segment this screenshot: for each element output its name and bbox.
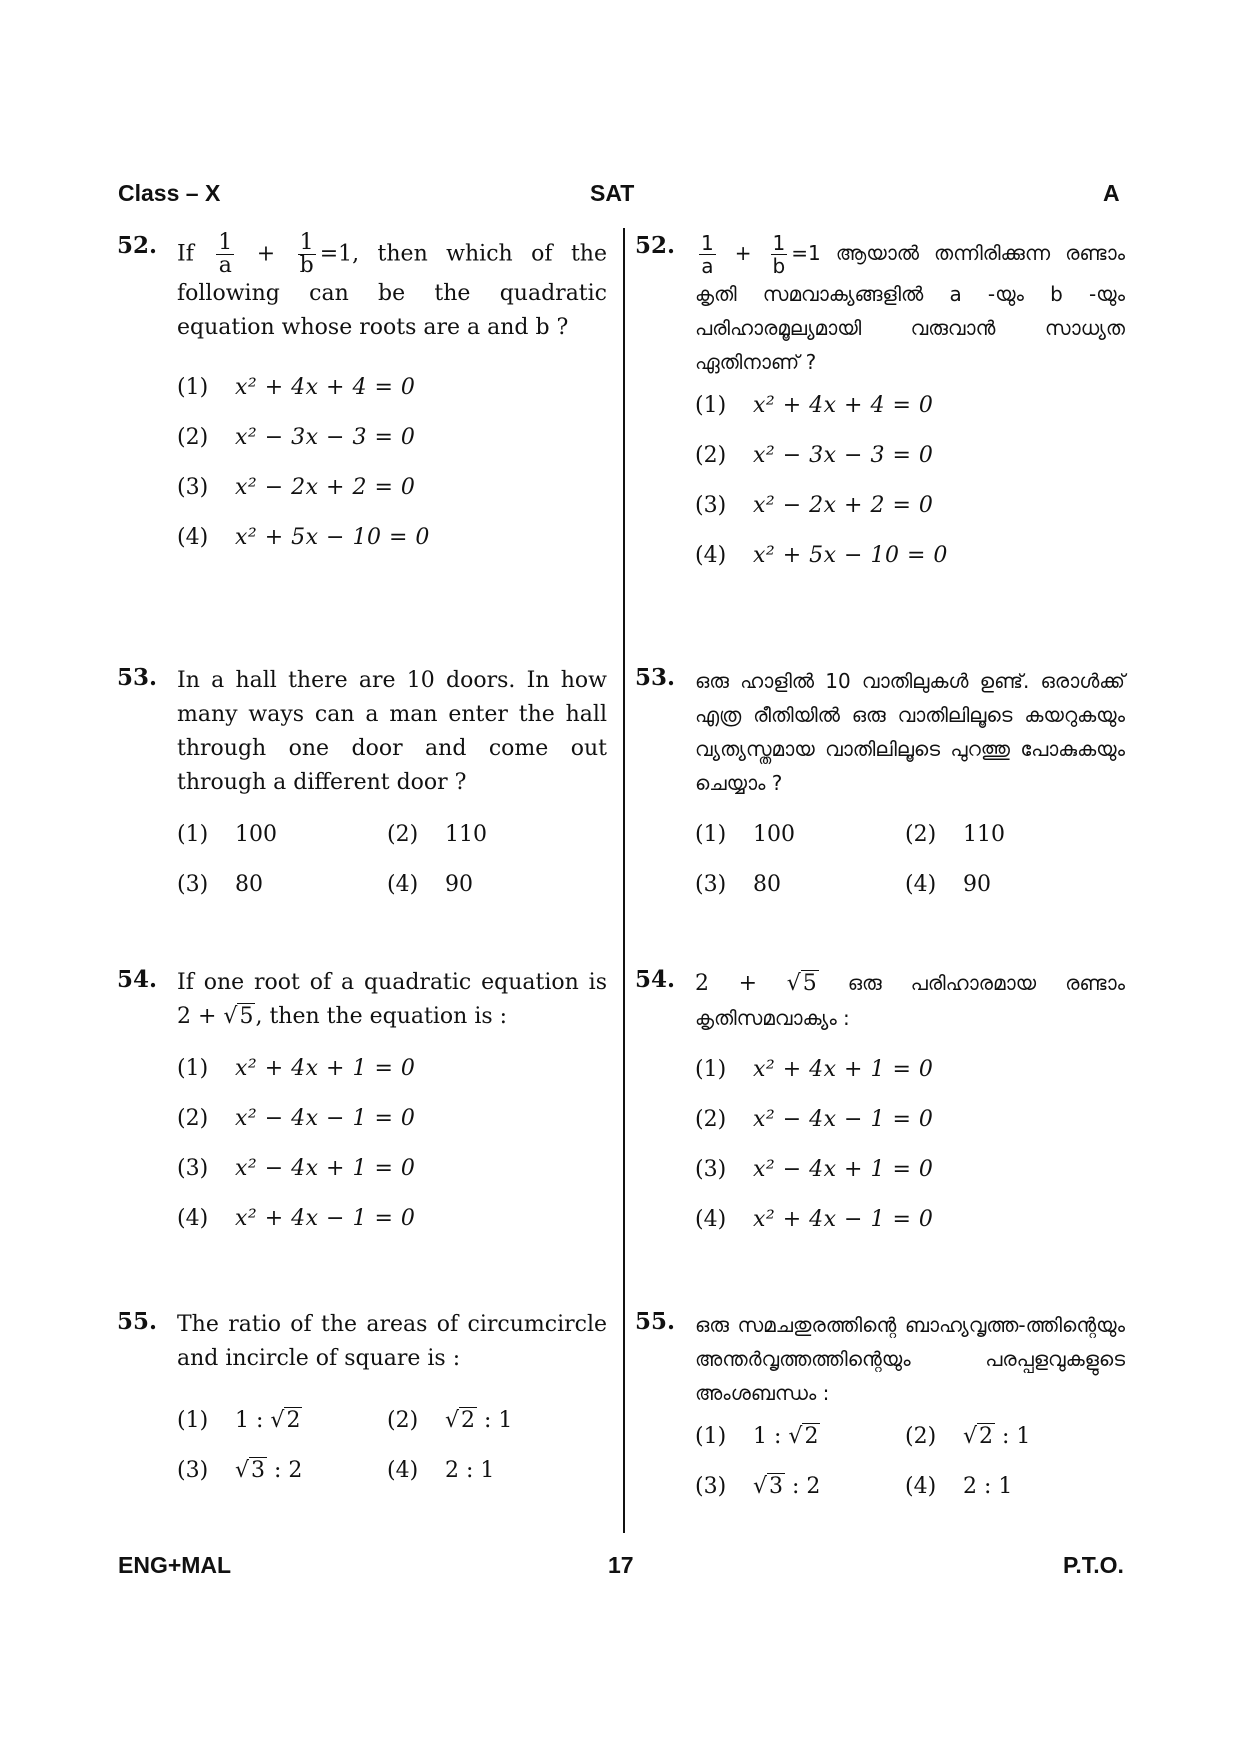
option-value: √3 : 2 (753, 1474, 821, 1499)
option-value: x² + 4x + 4 = 0 (753, 393, 934, 418)
option-value: x² + 5x − 10 = 0 (753, 543, 948, 568)
fraction-1-over-a: $\frac{1}{a}$ (701, 231, 714, 278)
question-text: $\frac{1}{a}$ + $\frac{1}{b}$ =1 ആയാൽ തന്നിരിക്കുന്ന രണ്ടാം കൃതി സമവാക്യങ്ങളിൽ a -യും b -യും പരിഹാരമൂല്യമായി വരുവാൻ സാധ്യത ഏതിനാണ് ? (695, 231, 1126, 374)
option-value: x² − 3x − 3 = 0 (753, 443, 934, 468)
option-4 (177, 1206, 607, 1256)
page-number: 17 (608, 1552, 634, 1578)
options-list (695, 393, 1125, 593)
option-value: 80 (753, 872, 781, 897)
option-2 (695, 1107, 1125, 1157)
option-value: 110 (445, 822, 487, 847)
options-list (695, 1057, 1125, 1257)
option-number: (4) (695, 543, 727, 568)
fraction-1-over-a: $\frac{1}{a}$ (218, 230, 233, 278)
options-grid (695, 822, 1125, 922)
option-number: (4) (387, 1458, 419, 1483)
option-number: (4) (695, 1207, 727, 1232)
option-value: 2 : 1 (445, 1458, 495, 1483)
option-value: x² − 2x + 2 = 0 (753, 493, 934, 518)
options-grid (695, 1424, 1125, 1524)
header-sat: SAT (590, 180, 635, 206)
option-value: 2 : 1 (963, 1474, 1013, 1499)
sqrt-expression: √3 (235, 1458, 266, 1483)
option-number: (1) (177, 822, 209, 847)
option-value: x² − 4x − 1 = 0 (753, 1107, 934, 1132)
question-text: ഒരു ഹാളിൽ 10 വാതിലുകൾ ഉണ്ട്. ഒരാൾക്ക് എത്ര രീതിയിൽ ഒരു വാതിലിലൂടെ കയറുകയും വ്യത്യസ്തമായ വാതിലിലൂടെ പുറത്തു പോകുകയും ചെയ്യാം ? (695, 669, 1125, 795)
question-text: If one root of a quadratic equation is 2 + √5, then the equation is : (177, 970, 607, 1029)
option-row (177, 872, 607, 922)
option-value: √3 : 2 (235, 1458, 303, 1483)
option-value: x² − 2x + 2 = 0 (235, 475, 416, 500)
question-52-en (117, 230, 608, 575)
option-value: x² − 3x − 3 = 0 (235, 425, 416, 450)
option-2 (695, 443, 1125, 493)
option-number: (2) (695, 1107, 727, 1132)
question-55-en (117, 1308, 607, 1508)
option-3 (177, 475, 607, 525)
option-value: 100 (753, 822, 795, 847)
option-number: (1) (177, 1056, 209, 1081)
option-number: (3) (695, 493, 727, 518)
sqrt-expression: √2 (270, 1408, 301, 1433)
option-number: (2) (905, 1424, 937, 1449)
option-value: x² + 4x − 1 = 0 (235, 1206, 416, 1231)
question-number: 54. (117, 966, 158, 993)
options-grid (177, 1408, 607, 1508)
option-value: x² + 4x + 4 = 0 (235, 375, 416, 400)
option-value: √2 : 1 (445, 1408, 513, 1433)
question-number: 55. (635, 1308, 676, 1335)
option-number: (2) (905, 822, 937, 847)
option-number: (1) (695, 822, 727, 847)
option-number: (2) (387, 1408, 419, 1433)
option-row (695, 1424, 1125, 1474)
option-number: (1) (695, 1424, 727, 1449)
option-number: (4) (387, 872, 419, 897)
option-1 (695, 393, 1125, 443)
option-number: (2) (387, 822, 419, 847)
option-2 (177, 425, 607, 475)
option-3 (177, 1156, 607, 1206)
option-3 (695, 1157, 1125, 1207)
options-list (177, 375, 607, 575)
option-value: 110 (963, 822, 1005, 847)
option-4 (177, 525, 607, 575)
option-row (177, 1458, 607, 1508)
option-2 (177, 1106, 607, 1156)
option-value: 90 (963, 872, 991, 897)
option-number: (3) (695, 1157, 727, 1182)
column-divider (623, 228, 625, 1533)
option-number: (1) (177, 1408, 209, 1433)
option-value: 80 (235, 872, 263, 897)
option-4 (695, 1207, 1125, 1257)
option-number: (2) (695, 443, 727, 468)
option-value: 1 : √2 (235, 1408, 301, 1433)
fraction-1-over-b: $\frac{1}{b}$ (299, 230, 314, 278)
option-value: x² + 4x − 1 = 0 (753, 1207, 934, 1232)
option-number: (3) (177, 1458, 209, 1483)
question-text: 2 + √5 ഒരു പരിഹാരമായ രണ്ടാം കൃതിസമവാക്യം : (695, 971, 1126, 1030)
sqrt-expression: √2 (788, 1424, 819, 1449)
option-value: x² + 5x − 10 = 0 (235, 525, 430, 550)
option-number: (4) (177, 525, 209, 550)
option-number: (2) (177, 425, 209, 450)
question-text: If $\frac{1}{a}$ + $\frac{1}{b}$ =1, then which of the following can be the quadratic equation whose roots are a and b ? (177, 230, 608, 340)
option-number: (3) (695, 1474, 727, 1499)
option-number: (1) (177, 375, 209, 400)
question-number: 53. (635, 664, 676, 691)
option-value: x² − 4x − 1 = 0 (235, 1106, 416, 1131)
question-54-ml (635, 966, 1126, 1257)
option-value: x² − 4x + 1 = 0 (753, 1157, 934, 1182)
options-grid (177, 822, 607, 922)
question-52-ml (635, 231, 1126, 593)
root-expression: 2 + √5 (177, 1004, 254, 1029)
option-row (695, 822, 1125, 872)
option-value: x² + 4x + 1 = 0 (753, 1057, 934, 1082)
option-value: √2 : 1 (963, 1424, 1031, 1449)
sqrt-expression: √2 (445, 1408, 476, 1433)
question-number: 53. (117, 664, 158, 691)
question-53-ml (635, 664, 1125, 922)
question-number: 55. (117, 1308, 158, 1335)
option-value: x² + 4x + 1 = 0 (235, 1056, 416, 1081)
question-number: 52. (635, 232, 676, 259)
sqrt-expression: √2 (963, 1424, 994, 1449)
option-row (695, 872, 1125, 922)
option-number: (3) (177, 1156, 209, 1181)
sqrt-expression: √3 (753, 1474, 784, 1499)
footer-pto: P.T.O. (1063, 1552, 1124, 1578)
option-3 (695, 493, 1125, 543)
option-4 (695, 543, 1125, 593)
option-number: (1) (695, 1057, 727, 1082)
option-1 (177, 375, 607, 425)
option-number: (4) (905, 872, 937, 897)
question-text: The ratio of the areas of circumcircle and incircle of square is : (177, 1312, 607, 1371)
option-value: x² − 4x + 1 = 0 (235, 1156, 416, 1181)
option-number: (4) (177, 1206, 209, 1231)
root-expression: 2 + √5 (695, 971, 817, 996)
option-row (177, 1408, 607, 1458)
option-number: (3) (695, 872, 727, 897)
option-number: (3) (177, 872, 209, 897)
option-1 (177, 1056, 607, 1106)
options-list (177, 1056, 607, 1256)
option-number: (4) (905, 1474, 937, 1499)
option-row (177, 822, 607, 872)
option-value: 100 (235, 822, 277, 847)
question-54-en (117, 966, 607, 1256)
header-class: Class – X (118, 180, 221, 206)
question-text: ഒരു സമചതുരത്തിന്റെ ബാഹ്യവൃത്ത-ത്തിന്റെയും അന്തർവൃത്തത്തിന്റെയും പരപ്പളവുകളുടെ അംശബന്ധം : (695, 1313, 1125, 1405)
header-set: A (1103, 180, 1120, 206)
option-1 (695, 1057, 1125, 1107)
question-text: In a hall there are 10 doors. In how many ways can a man enter the hall through one door and come out through a different door ? (177, 668, 607, 795)
option-value: 1 : √2 (753, 1424, 819, 1449)
footer-language: ENG+MAL (118, 1552, 232, 1578)
fraction-1-over-b: $\frac{1}{b}$ (772, 231, 786, 278)
question-55-ml (635, 1308, 1125, 1524)
option-number: (1) (695, 393, 727, 418)
option-number: (3) (177, 475, 209, 500)
question-number: 52. (117, 232, 158, 259)
option-row (695, 1474, 1125, 1524)
option-value: 90 (445, 872, 473, 897)
question-53-en (117, 664, 607, 922)
question-number: 54. (635, 966, 676, 993)
option-number: (2) (177, 1106, 209, 1131)
